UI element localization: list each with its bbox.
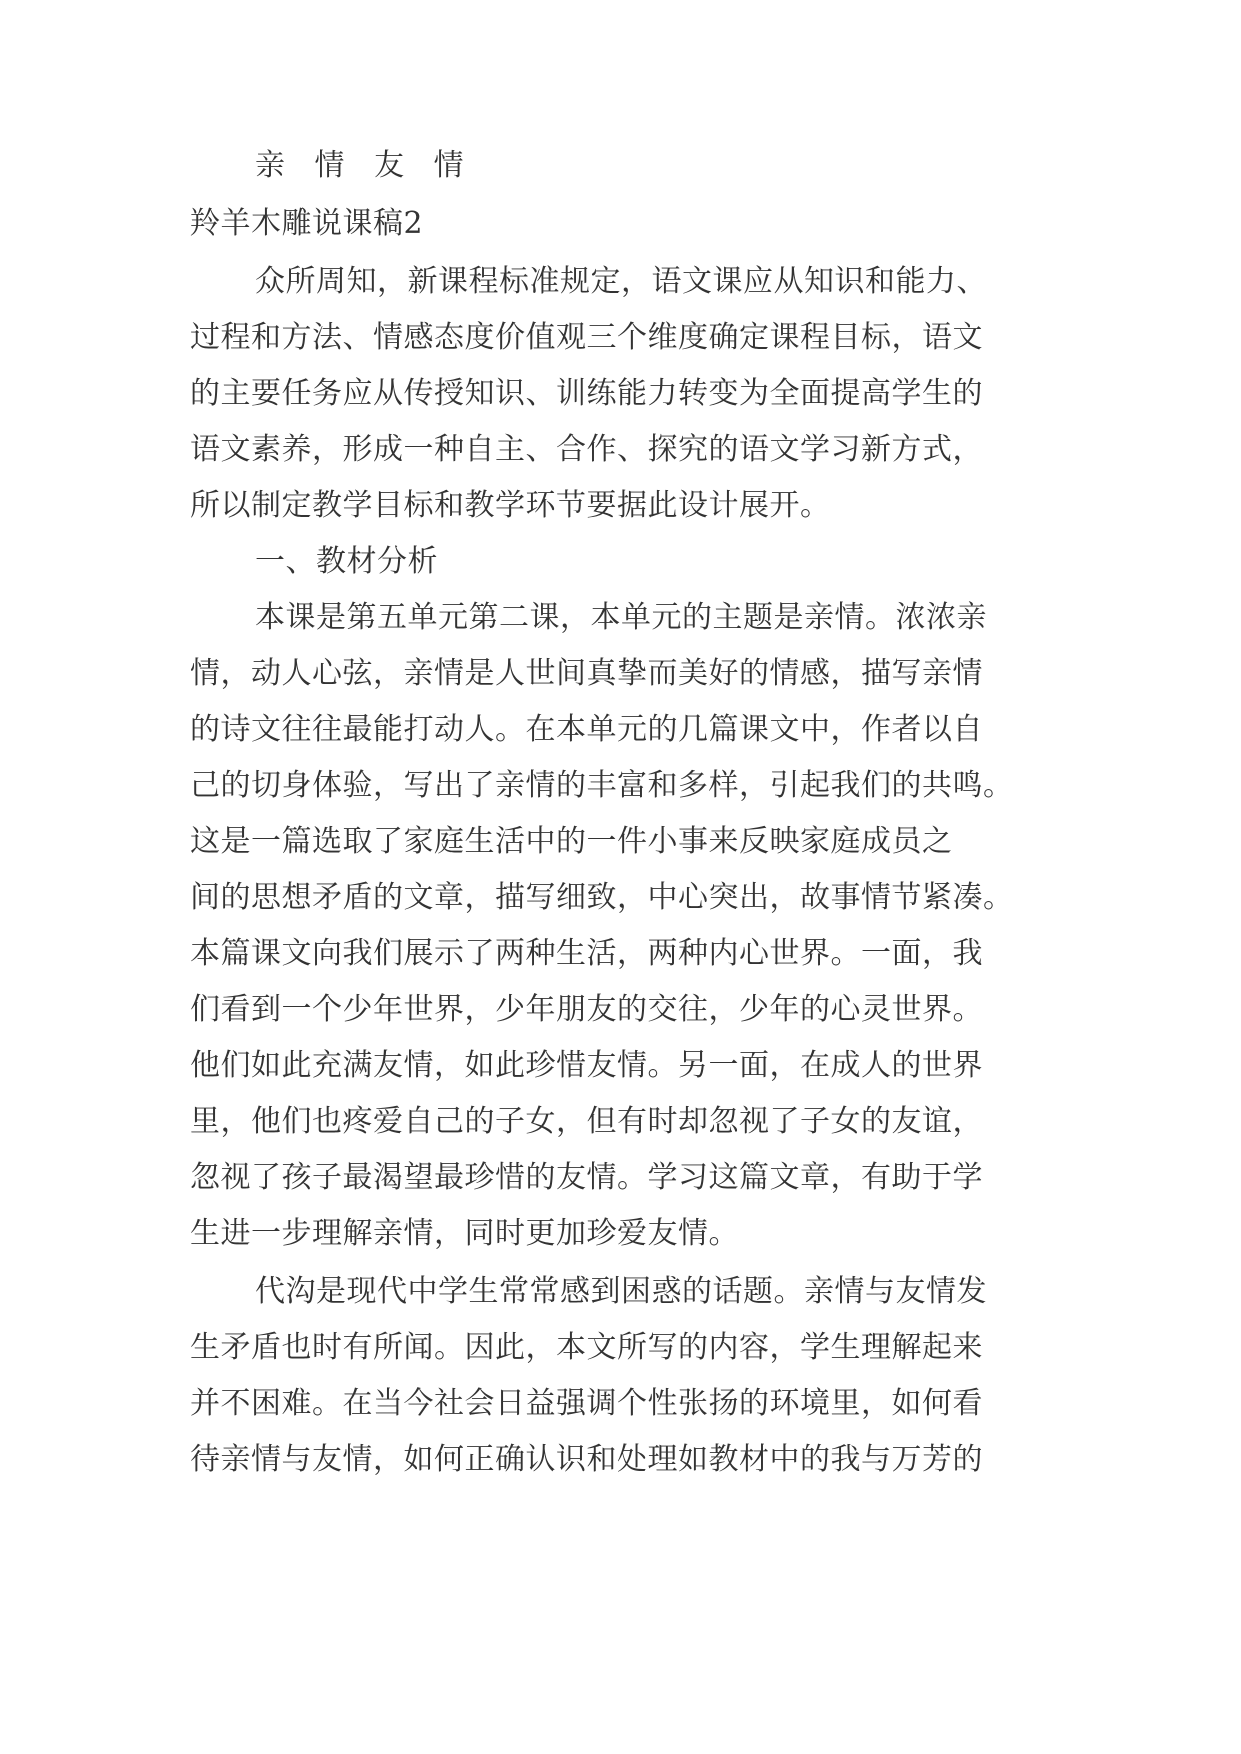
paragraph-1-line-2: 过程和方法、情感态度价值观三个维度确定课程目标，语文 bbox=[190, 320, 983, 355]
paragraph-2-line-4: 己的切身体验，写出了亲情的丰富和多样，引起我们的共鸣。 bbox=[190, 768, 1014, 803]
paragraph-1-line-5: 所以制定教学目标和教学环节要据此设计展开。 bbox=[190, 488, 831, 523]
paragraph-1-line-3: 的主要任务应从传授知识、训练能力转变为全面提高学生的 bbox=[190, 376, 983, 411]
unit-heading: 亲 情 友 情 bbox=[255, 148, 474, 183]
section-heading: 一、教材分析 bbox=[255, 544, 438, 579]
paragraph-2-line-6: 间的思想矛盾的文章，描写细致，中心突出，故事情节紧凑。 bbox=[190, 880, 1014, 915]
paragraph-3-line-2: 生矛盾也时有所闻。因此，本文所写的内容，学生理解起来 bbox=[190, 1330, 983, 1365]
document-title: 羚羊木雕说课稿2 bbox=[190, 206, 424, 241]
paragraph-3-line-3: 并不困难。在当今社会日益强调个性张扬的环境里，如何看 bbox=[190, 1386, 983, 1421]
paragraph-2-line-2: 情，动人心弦，亲情是人世间真挚而美好的情感，描写亲情 bbox=[190, 656, 983, 691]
paragraph-2-line-12: 生进一步理解亲情，同时更加珍爱友情。 bbox=[190, 1216, 739, 1251]
paragraph-2-line-10: 里，他们也疼爱自己的子女，但有时却忽视了子女的友谊， bbox=[190, 1104, 983, 1139]
paragraph-1-line-4: 语文素养，形成一种自主、合作、探究的语文学习新方式， bbox=[190, 432, 983, 467]
paragraph-2-line-5: 这是一篇选取了家庭生活中的一件小事来反映家庭成员之 bbox=[190, 824, 953, 859]
paragraph-2-line-11: 忽视了孩子最渴望最珍惜的友情。学习这篇文章，有助于学 bbox=[190, 1160, 983, 1195]
paragraph-2-line-8: 们看到一个少年世界，少年朋友的交往，少年的心灵世界。 bbox=[190, 992, 983, 1027]
paragraph-2-line-7: 本篇课文向我们展示了两种生活，两种内心世界。一面，我 bbox=[190, 936, 983, 971]
paragraph-2-line-3: 的诗文往往最能打动人。在本单元的几篇课文中，作者以自 bbox=[190, 712, 983, 747]
paragraph-2-line-9: 他们如此充满友情，如此珍惜友情。另一面，在成人的世界 bbox=[190, 1048, 983, 1083]
paragraph-1-line-1: 众所周知，新课程标准规定，语文课应从知识和能力、 bbox=[255, 264, 987, 299]
paragraph-3-line-4: 待亲情与友情，如何正确认识和处理如教材中的我与万芳的 bbox=[190, 1442, 983, 1477]
paragraph-2-line-1: 本课是第五单元第二课，本单元的主题是亲情。浓浓亲 bbox=[255, 600, 987, 635]
paragraph-3-line-1: 代沟是现代中学生常常感到困惑的话题。亲情与友情发 bbox=[255, 1274, 987, 1309]
